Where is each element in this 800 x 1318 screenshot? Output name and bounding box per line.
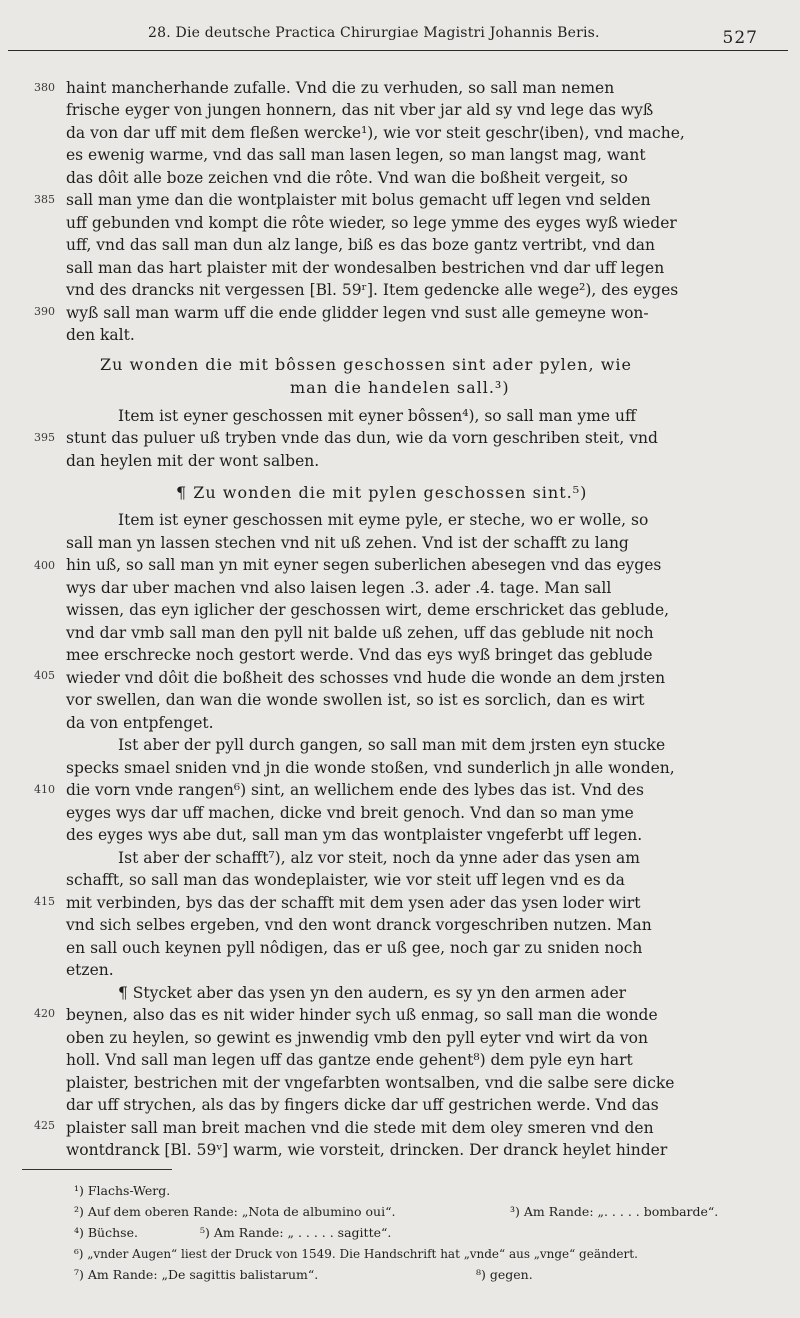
text-line: da von dar uff mit dem fleßen wercke¹), wie vor steit geschr⟨iben⟩, vnd mache, [66,124,685,142]
line-number: 385 [34,193,55,206]
line-number: 400 [34,559,55,572]
footnote: ⁷) Am Rande: „De sagittis balistarum“. [74,1267,319,1282]
text-line: das dôit alle boze zeichen vnd die rôte. Vnd wan die boßheit vergeit, so [66,169,628,187]
text-line: uff, vnd das sall man dun alz lange, biß es das boze gantz vertribt, vnd dan [66,236,655,254]
text-line: Item ist eyner geschossen mit eyme pyle, er steche, wo er wolle, so [118,511,649,529]
line-number: 380 [34,81,55,94]
text-line: Ist aber der schafft⁷), alz vor steit, noch da ynne ader das ysen am [118,849,640,867]
text-line: uff gebunden vnd kompt die rôte wieder, so lege ymme des eyges wyß wieder [66,214,677,232]
text-line: wys dar uber machen vnd also laisen legen .3. ader .4. tage. Man sall [66,579,612,597]
text-line: sall man yme dan die wontplaister mit bolus gemacht uff legen vnd selden [66,191,651,209]
line-number: 420 [34,1007,55,1020]
text-line: Ist aber der pyll durch gangen, so sall man mit dem jrsten eyn stucke [118,736,666,754]
text-line: plaister sall man breit machen vnd die stede mit dem oley smeren vnd den [66,1119,654,1137]
line-number: 415 [34,895,55,908]
text-line: mee erschrecke noch gestort werde. Vnd das eys wyß bringet das geblude [66,646,653,664]
footnote: ⁴) Büchse. [74,1225,138,1240]
text-line: vnd des drancks nit vergessen [Bl. 59ʳ]. Item gedencke alle wege²), des eyges [66,281,679,299]
text-line: hin uß, so sall man yn mit eyner segen suberlichen abesegen vnd das eyges [66,556,662,574]
text-line: en sall ouch keynen pyll nôdigen, das er uß gee, noch gar zu sniden noch [66,939,643,957]
text-line: die vorn vnde rangen⁶) sint, an wellichem ende des lybes das ist. Vnd des [66,781,644,799]
text-line: beynen, also das es nit wider hinder sych uß enmag, so sall man die wonde [66,1006,658,1024]
text-line: etzen. [66,961,114,979]
footnote: ⁵) Am Rande: „ . . . . . sagitte“. [200,1225,392,1240]
text-line: vor swellen, dan wan die wonde swollen ist, so ist es sorclich, dan es wirt [66,691,645,709]
text-line: sall man das hart plaister mit der wondesalben bestrichen vnd dar uff legen [66,259,665,277]
text-line: wissen, das eyn iglicher der geschossen wirt, deme erschricket das geblude, [66,601,670,619]
running-title: 28. Die deutsche Practica Chirurgiae Magistri Johannis Beris. [148,25,600,41]
text-line: da von entpfenget. [66,714,214,732]
text-line: ¶ Stycket aber das ysen yn den audern, es sy yn den armen ader [118,984,627,1002]
text-line: specks smael sniden vnd jn die wonde stoßen, vnd sunderlich jn alle wonden, [66,759,675,777]
running-header [8,22,788,51]
text-line: wieder vnd dôit die boßheit des schosses vnd hude die wonde an dem jrsten [66,669,666,687]
footnote: ⁸) gegen. [476,1267,533,1282]
section-heading: ¶ Zu wonden die mit pylen geschossen sint.⁵) [176,483,588,502]
text-line: vnd sich selbes ergeben, vnd den wont dranck vorgeschriben nutzen. Man [66,916,652,934]
line-number: 390 [34,305,55,318]
text-line: sall man yn lassen stechen vnd nit uß zehen. Vnd ist der schafft zu lang [66,534,629,552]
line-number: 405 [34,669,55,682]
text-line: frische eyger von jungen honnern, das nit vber jar ald sy vnd lege das wyß [66,101,654,119]
text-line: oben zu heylen, so gewint es jnwendig vmb den pyll eyter vnd wirt da von [66,1029,648,1047]
text-line: haint mancherhande zufalle. Vnd die zu verhuden, so sall man nemen [66,79,615,97]
text-line: vnd dar vmb sall man den pyll nit balde uß zehen, uff das geblude nit noch [66,624,654,642]
text-line: es ewenig warme, vnd das sall man lasen legen, so man langst mag, want [66,146,646,164]
footnote: ²) Auf dem oberen Rande: „Nota de albumino oui“. [74,1204,396,1219]
footnote: ³) Am Rande: „. . . . . bombarde“. [510,1204,719,1219]
line-number: 395 [34,431,55,444]
page-number: 527 [722,28,758,48]
text-line: plaister, bestrichen mit der vngefarbten wontsalben, vnd die salbe sere dicke [66,1074,675,1092]
text-line: des eyges wys abe dut, sall man ym das wontplaister vngeferbt uff legen. [66,826,643,844]
footnote: ⁶) „vnder Augen“ liest der Druck von 1549. Die Handschrift hat „vnde“ aus „vnge“ geändert. [74,1247,638,1261]
text-line: dan heylen mit der wont salben. [66,452,320,470]
text-line: schafft, so sall man das wondeplaister, wie vor steit uff legen vnd es da [66,871,625,889]
text-line: dar uff strychen, als das by fingers dicke dar uff gestrichen werde. Vnd das [66,1096,659,1114]
section-heading: Zu wonden die mit bôssen geschossen sint ader pylen, wie [100,355,632,374]
text-line: stunt das puluer uß tryben vnde das dun, wie da vorn geschriben steit, vnd [66,429,658,447]
text-line: wontdranck [Bl. 59ᵛ] warm, wie vorsteit, drincken. Der dranck heylet hinder [66,1141,668,1159]
footnote: ¹) Flachs-Werg. [74,1183,171,1198]
text-line: eyges wys dar uff machen, dicke vnd breit genoch. Vnd dan so man yme [66,804,634,822]
text-line: holl. Vnd sall man legen uff das gantze ende gehent⁸) dem pyle eyn hart [66,1051,633,1069]
text-line: den kalt. [66,326,135,344]
text-line: Item ist eyner geschossen mit eyner bôssen⁴), so sall man yme uff [118,407,636,425]
line-number: 410 [34,783,55,796]
footnote-rule [22,1169,172,1170]
text-line: wyß sall man warm uff die ende glidder legen vnd sust alle gemeyne won- [66,304,649,322]
section-heading: man die handelen sall.³) [290,378,510,397]
line-number: 425 [34,1119,55,1132]
text-line: mit verbinden, bys das der schafft mit dem ysen ader das ysen loder wirt [66,894,641,912]
